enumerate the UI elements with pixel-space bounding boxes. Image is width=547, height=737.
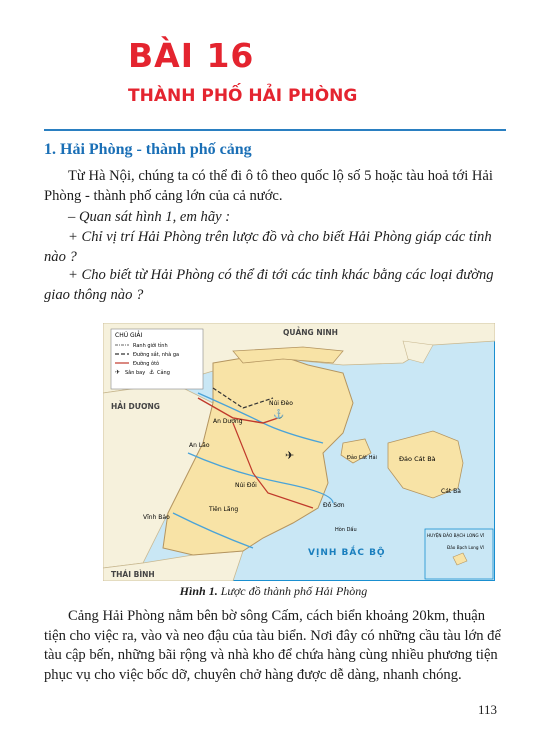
section-heading: 1. Hải Phòng - thành phố cảng: [44, 141, 252, 158]
place-dao-cat-ba: Đảo Cát Bà: [399, 455, 436, 463]
legend-item-airport: Sân bay: [125, 370, 146, 376]
sea-label: VỊNH BẮC BỘ: [308, 548, 386, 558]
airport-marker-icon: ✈: [285, 450, 295, 462]
place-an-lao: An Lão: [189, 442, 210, 449]
closing-paragraph: Cảng Hải Phòng nằm bên bờ sông Cấm, cách biển khoảng 20km, thuận tiện cho việc ra, vào và neo đậu của tàu biển. Nơi đây có những cầu tàu lớn để tàu cập bến, những bãi rộng và nhà kho để chứa hàng cùng nhiều phương tiện phục vụ cho việc bốc dỡ, chuyên chở hàng được dễ dàng, nhanh chóng.: [44, 608, 501, 683]
place-nui-deo: Núi Đèo: [269, 400, 293, 407]
place-hon-dau: Hòn Dấu: [335, 527, 357, 533]
figure-caption: Hình 1. Lược đồ thành phố Hải Phòng: [179, 584, 368, 598]
province-quang-ninh: QUẢNG NINH: [283, 328, 338, 337]
airport-icon: ✈: [115, 369, 121, 376]
place-dao-cat-hai: Đảo Cát Hải: [347, 455, 377, 461]
task-prompt: – Quan sát hình 1, em hãy :: [68, 209, 231, 225]
place-vinh-bao: Vĩnh Bảo: [143, 514, 170, 521]
legend-item-boundary: Ranh giới tỉnh: [133, 343, 168, 349]
port-icon: ⚓: [149, 369, 155, 376]
legend-item-rail: Đường sắt, nhà ga: [133, 352, 180, 358]
place-an-duong: An Dương: [213, 418, 243, 425]
page-number: 113: [478, 702, 498, 717]
place-cat-ba: Cát Bà: [441, 488, 461, 495]
place-tien-lang: Tiên Lãng: [209, 506, 239, 513]
lesson-title: THÀNH PHỐ HẢI PHÒNG: [128, 86, 358, 106]
task-item-2: + Cho biết từ Hải Phòng có thể đi tới các tỉnh khác bằng các loại đường giao thông nào ?: [44, 267, 494, 303]
hai-phong-map: [103, 323, 495, 581]
province-hai-duong: HẢI DƯƠNG: [111, 402, 160, 411]
place-do-son: Đồ Sơn: [323, 502, 345, 509]
place-nui-doi: Núi Đối: [235, 482, 257, 489]
task-item-1: + Chỉ vị trí Hải Phòng trên lược đồ và cho biết Hải Phòng giáp các tỉnh nào ?: [44, 229, 492, 265]
inset-island-label: Đảo Bạch Long Vĩ: [447, 545, 484, 550]
port-marker-icon: ⚓: [273, 409, 285, 419]
legend-item-port: Cảng: [157, 370, 170, 376]
inset-title: HUYỆN ĐẢO BẠCH LONG VĨ: [427, 533, 485, 538]
legend-title: CHÚ GIẢI: [115, 332, 143, 339]
legend-item-road: Đường ôtô: [133, 361, 160, 367]
intro-paragraph: Từ Hà Nội, chúng ta có thể đi ô tô theo quốc lộ số 5 hoặc tàu hoả tới Hải Phòng - thành phố cảng lớn của cả nước.: [44, 168, 493, 204]
lesson-number: BÀI 16: [128, 36, 255, 75]
divider: [44, 129, 506, 131]
province-thai-binh: THÁI BÌNH: [111, 570, 155, 579]
